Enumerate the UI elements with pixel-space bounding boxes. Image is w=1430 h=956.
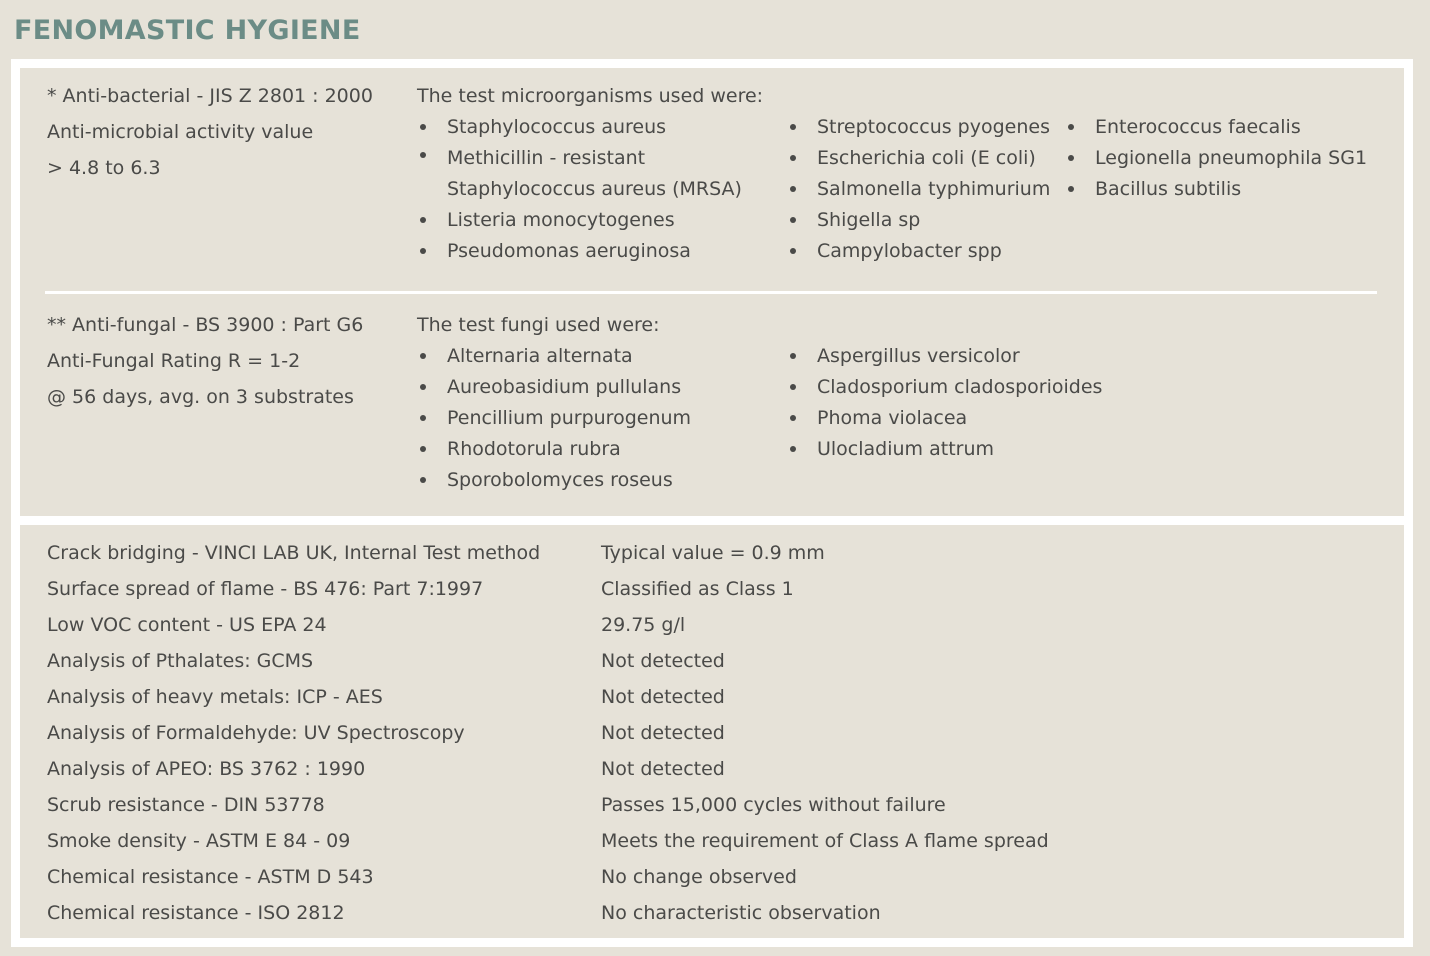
list-item: Escherichia coli (E coli) [787, 146, 1050, 170]
property-label: Smoke density - ASTM E 84 - 09 [47, 830, 351, 852]
property-value: Meets the requirement of Class A flame spread [601, 830, 1049, 852]
list-item: Alternaria alternata [417, 344, 691, 368]
antibacterial-standard: * Anti-bacterial - JIS Z 2801 : 2000 [47, 85, 373, 107]
list-item: Pseudomonas aeruginosa [417, 239, 747, 263]
list-item: Pencillium purpurogenum [417, 406, 691, 430]
list-item: Bacillus subtilis [1065, 177, 1367, 201]
antibacterial-intro: The test microorganisms used were: [417, 85, 764, 107]
antifungal-rating: Anti-Fungal Rating R = 1-2 [47, 350, 301, 372]
list-item: Aspergillus versicolor [787, 344, 1102, 368]
property-label: Surface spread of flame - BS 476: Part 7:1997 [47, 578, 484, 600]
list-item: Aureobasidium pullulans [417, 375, 691, 399]
antibacterial-list-col2 [787, 115, 1050, 270]
property-label: Analysis of Formaldehyde: UV Spectroscopy [47, 722, 465, 744]
antifungal-intro: The test fungi used were: [417, 314, 660, 336]
property-label: Low VOC content - US EPA 24 [47, 614, 327, 636]
property-label: Analysis of Pthalates: GCMS [47, 650, 314, 672]
property-value: No change observed [601, 866, 797, 888]
list-item: Salmonella typhimurium [787, 177, 1050, 201]
antifungal-list-col1 [417, 344, 691, 499]
antifungal-list-col2 [787, 344, 1102, 468]
list-item: Methicillin - resistant Staphylococcus aureus (MRSA) [417, 143, 747, 205]
list-item: Phoma violacea [787, 406, 1102, 430]
list-item: Streptococcus pyogenes [787, 115, 1050, 139]
property-label: Chemical resistance - ISO 2812 [47, 902, 345, 924]
property-label: Analysis of heavy metals: ICP - AES [47, 686, 383, 708]
list-item: Shigella sp [787, 208, 1050, 232]
list-item: Legionella pneumophila SG1 [1065, 146, 1367, 170]
property-value: Not detected [601, 722, 725, 744]
antifungal-conditions: @ 56 days, avg. on 3 substrates [47, 386, 354, 408]
list-item: Campylobacter spp [787, 239, 1050, 263]
list-item: Ulocladium attrum [787, 437, 1102, 461]
property-value: Passes 15,000 cycles without failure [601, 794, 946, 816]
antibacterial-list-col3 [1065, 115, 1367, 208]
list-item: Cladosporium cladosporioides [787, 375, 1102, 399]
property-value: Not detected [601, 650, 725, 672]
property-value: Not detected [601, 758, 725, 780]
property-value: Typical value = 0.9 mm [601, 542, 825, 564]
property-value: Not detected [601, 686, 725, 708]
list-item: Enterococcus faecalis [1065, 115, 1367, 139]
property-value: 29.75 g/l [601, 614, 686, 636]
antibacterial-value: > 4.8 to 6.3 [47, 157, 161, 179]
property-label: Analysis of APEO: BS 3762 : 1990 [47, 758, 366, 780]
property-label: Crack bridging - VINCI LAB UK, Internal Test method [47, 542, 541, 564]
antifungal-standard: ** Anti-fungal - BS 3900 : Part G6 [47, 314, 364, 336]
list-item: Sporobolomyces roseus [417, 468, 691, 492]
section-divider [45, 291, 1377, 294]
property-label: Scrub resistance - DIN 53778 [47, 794, 325, 816]
property-value: Classified as Class 1 [601, 578, 794, 600]
property-value: No characteristic observation [601, 902, 881, 924]
list-item: Staphylococcus aureus [417, 115, 747, 139]
property-label: Chemical resistance - ASTM D 543 [47, 866, 374, 888]
page-title: FENOMASTIC HYGIENE [14, 15, 361, 46]
list-item: Rhodotorula rubra [417, 437, 691, 461]
antibacterial-list-col1 [417, 115, 747, 270]
list-item: Listeria monocytogenes [417, 208, 747, 232]
antibacterial-measure: Anti-microbial activity value [47, 121, 314, 143]
